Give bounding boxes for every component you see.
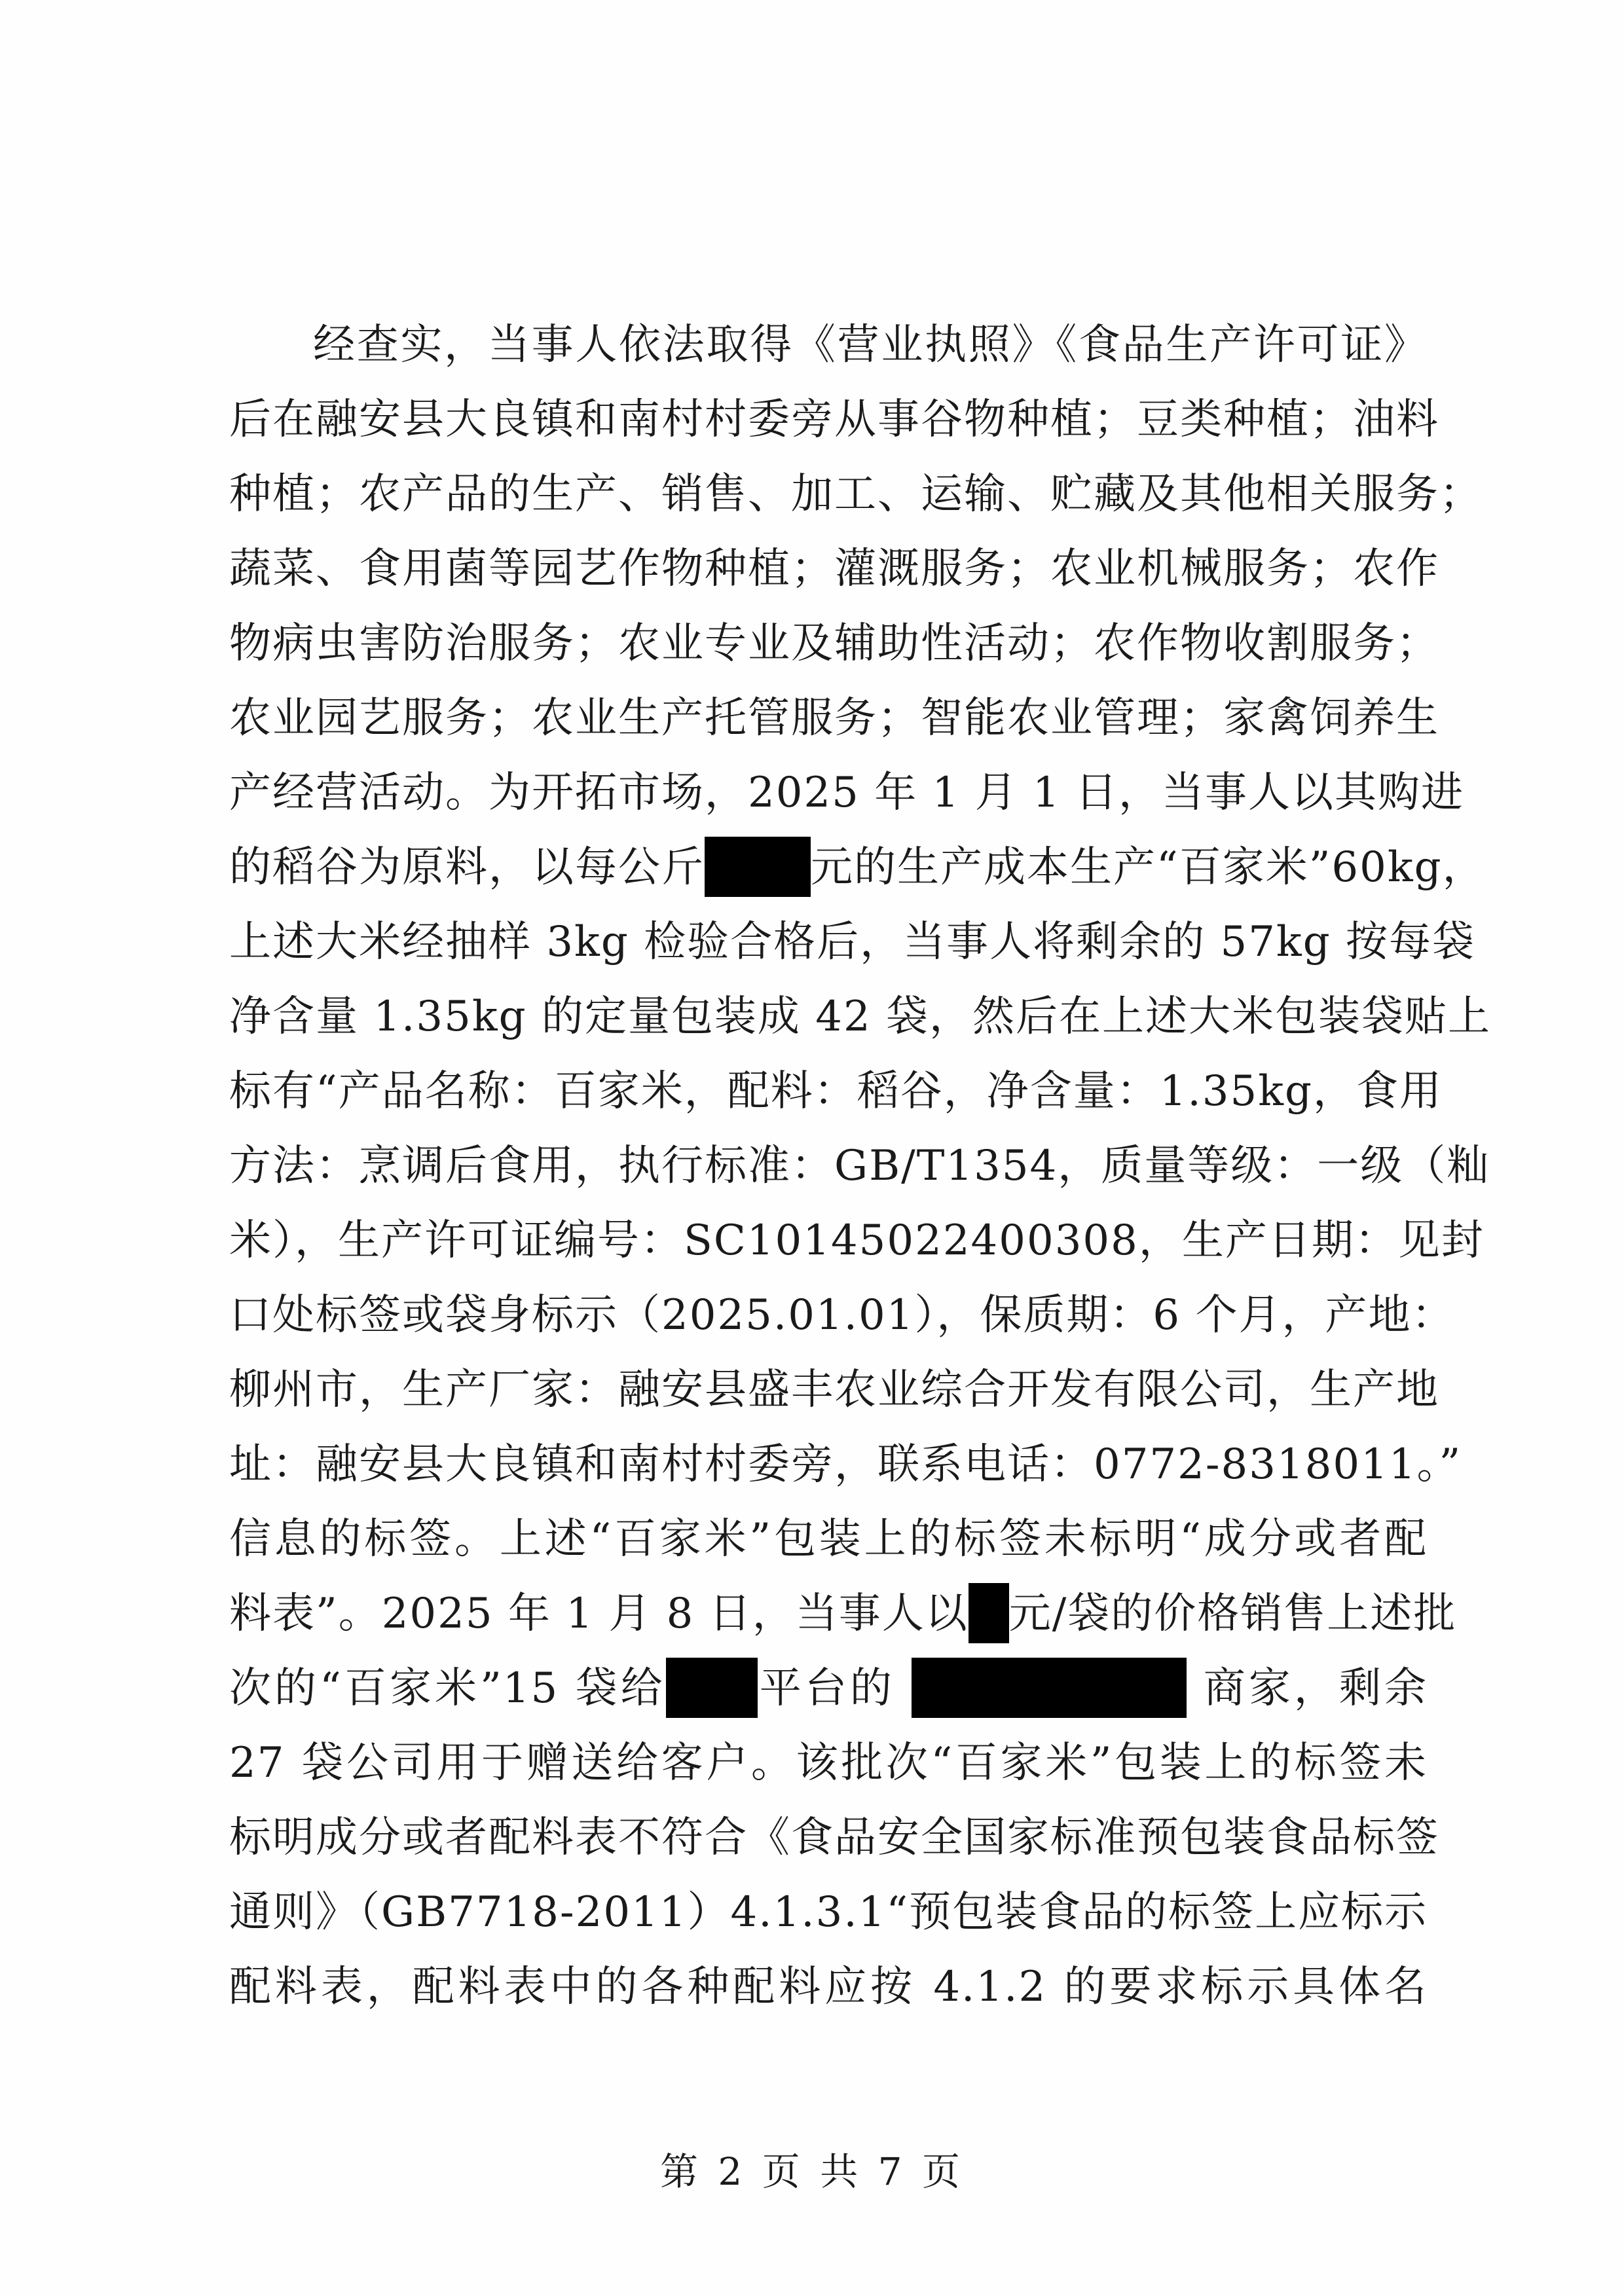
text-line: 柳州市，生产厂家：融安县盛丰农业综合开发有限公司，生产地 <box>229 1366 1439 1414</box>
redaction-block <box>912 1658 1187 1718</box>
text-line: 产经营活动。为开拓市场，2025 年 1 月 1 日，当事人以其购进 <box>229 769 1465 817</box>
text-line: 后在融安县大良镇和南村村委旁从事谷物种植；豆类种植；油料 <box>229 395 1439 444</box>
text-line: 标明成分或者配料表不符合《食品安全国家标准预包装食品标签 <box>229 1813 1439 1862</box>
text-line: 标有“产品名称：百家米，配料：稻谷，净含量：1.35kg，食用 <box>229 1067 1443 1116</box>
text-line: 通则》（GB7718-2011）4.1.3.1“预包装食品的标签上应标示 <box>229 1888 1428 1937</box>
text-segment: 的稻谷为原料，以每公斤 <box>229 843 705 892</box>
redaction-block <box>666 1658 758 1718</box>
text-line: 经查实，当事人依法取得《营业执照》《食品生产许可证》 <box>313 321 1428 369</box>
text-line: 配料表，配料表中的各种配料应按 4.1.2 的要求标示具体名 <box>229 1963 1428 2011</box>
text-line: 信息的标签。上述“百家米”包装上的标签未标明“成分或者配 <box>229 1515 1428 1563</box>
text-segment: 元的生产成本生产“百家米”60kg， <box>811 843 1486 892</box>
text-segment: 次的“百家米”15 袋给 <box>229 1664 666 1713</box>
text-line <box>229 1576 1457 1651</box>
text-line <box>229 1651 1428 1726</box>
redaction-block <box>705 837 811 897</box>
text-line: 上述大米经抽样 3kg 检验合格后，当事人将剩余的 57kg 按每袋 <box>229 918 1476 966</box>
text-line: 址：融安县大良镇和南村村委旁，联系电话：0772-8318011。” <box>229 1440 1462 1489</box>
text-line: 种植；农产品的生产、销售、加工、运输、贮藏及其他相关服务； <box>229 470 1483 519</box>
text-segment: 料表”。2025 年 1 月 8 日，当事人以 <box>229 1590 969 1638</box>
text-line <box>229 830 1486 905</box>
body-paragraph <box>229 308 1492 2024</box>
text-line: 净含量 1.35kg 的定量包装成 42 袋，然后在上述大米包装袋贴上 <box>229 993 1492 1041</box>
text-segment: 平台的 <box>757 1664 895 1713</box>
redaction-block <box>969 1583 1009 1643</box>
text-line: 方法：烹调后食用，执行标准：GB/T1354，质量等级：一级（籼 <box>229 1142 1490 1190</box>
text-line: 米），生产许可证编号：SC10145022400308，生产日期：见封 <box>229 1216 1485 1265</box>
text-line: 27 袋公司用于赠送给客户。该批次“百家米”包装上的标签未 <box>229 1739 1428 1787</box>
text-line: 农业园艺服务；农业生产托管服务；智能农业管理；家禽饲养生 <box>229 694 1439 742</box>
text-line: 物病虫害防治服务；农业专业及辅助性活动；农作物收割服务； <box>229 619 1439 668</box>
text-segment: 元/袋的价格销售上述批 <box>1008 1590 1457 1638</box>
text-line: 口处标签或袋身标示（2025.01.01），保质期：6 个月，产地： <box>229 1291 1455 1339</box>
text-line: 蔬菜、食用菌等园艺作物种植；灌溉服务；农业机械服务；农作 <box>229 545 1439 593</box>
page-footer <box>0 2141 1624 2196</box>
text-segment: 商家，剩余 <box>1203 1664 1428 1713</box>
page-number: 第 2 页 共 7 页 <box>660 2149 964 2194</box>
